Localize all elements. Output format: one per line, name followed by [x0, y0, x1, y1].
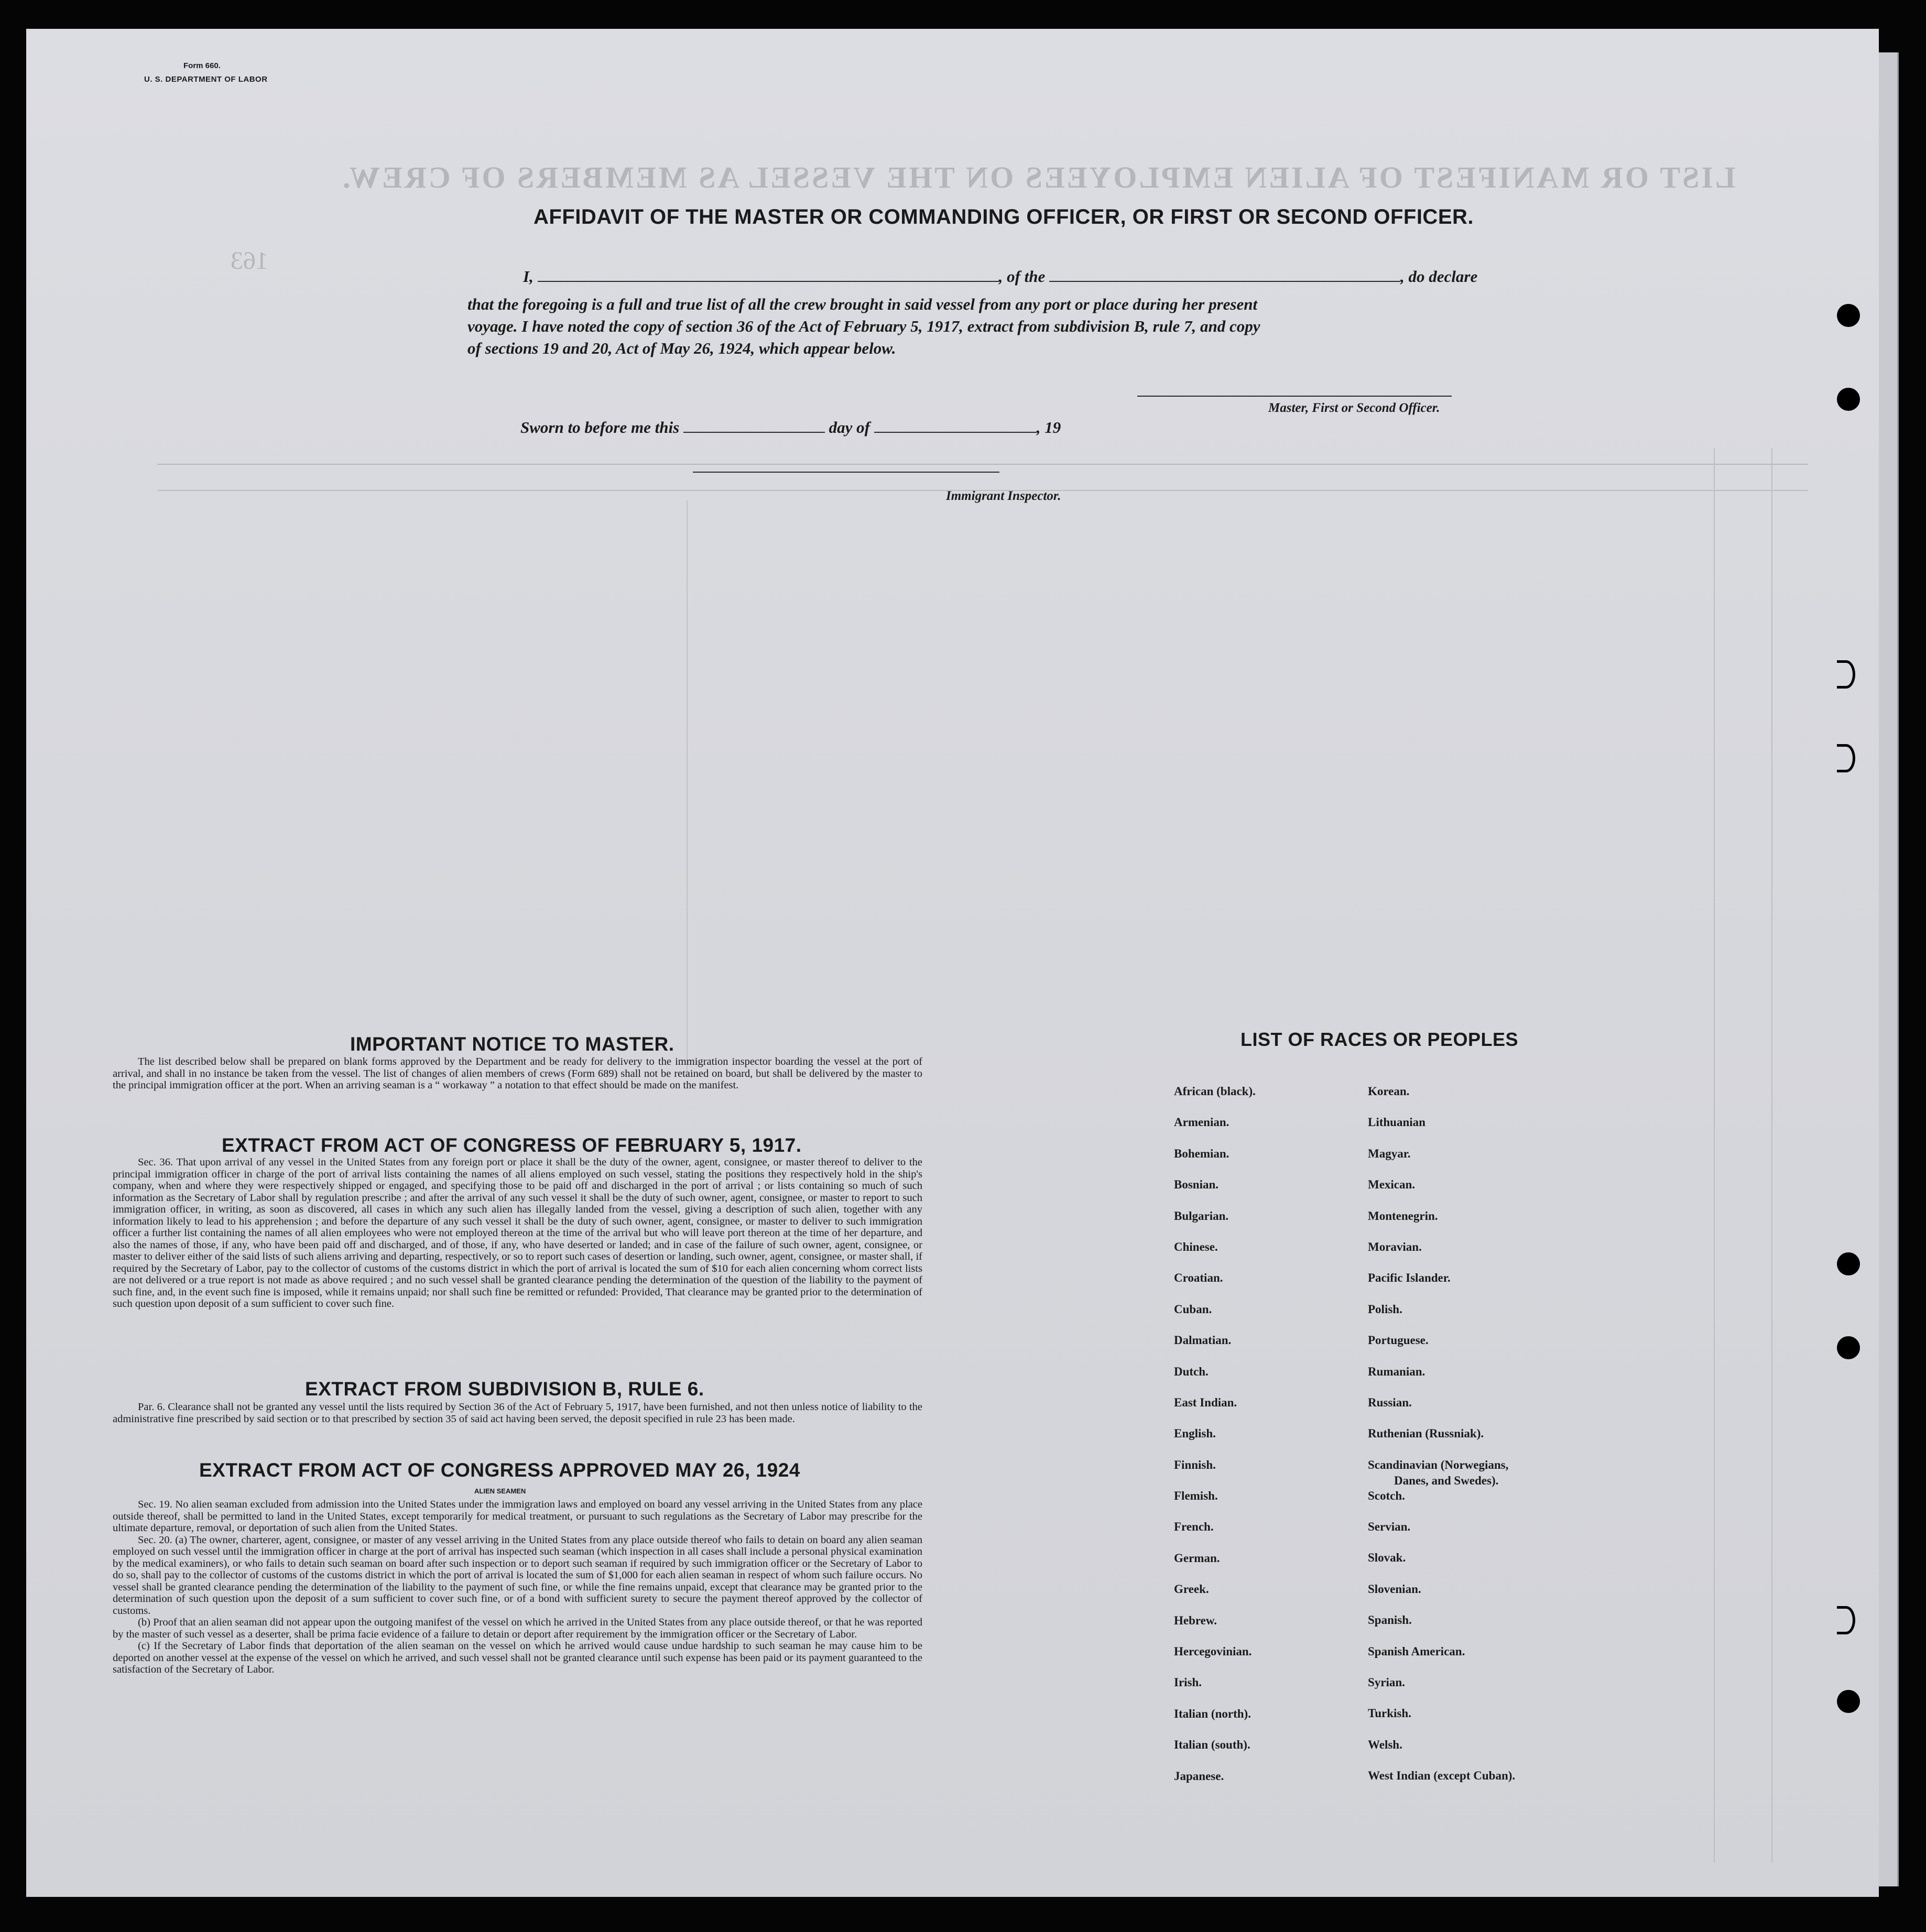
notice-paragraph: The list described below shall be prepared on blank forms approved by the Department and be ready for delivery to the immigration inspector boarding the vessel at the port of arrival, and shall in no instance be taken from the vessel. The list of changes of alien members of crews (Form 689) shall not be retained on board, but shall be delivered by the master to the principal immigration officer at the port. When an arriving seaman is a “ workaway ” a notation to that effect should be made on the manifest.: [113, 1056, 922, 1091]
extract-rule6-text: [113, 1401, 922, 1425]
notice-title: IMPORTANT NOTICE TO MASTER.: [350, 1033, 674, 1055]
race-item: Hebrew.: [1174, 1613, 1217, 1627]
punch-hole: [1837, 660, 1855, 689]
notice-text: [113, 1056, 922, 1091]
section-20b-paragraph: (b) Proof that an alien seaman did not appear upon the outgoing manifest of the vessel on which he arrived in the United States from any place outside thereof, or that he was reported by the master of such vessel as a deserter, shall be prima facie evidence of a failure to detain or deport after requirement by the immigration officer or the Secretary of Labor.: [113, 1617, 922, 1640]
race-item: Mexican.: [1368, 1178, 1416, 1192]
do-declare-label: , do declare: [1400, 267, 1478, 286]
race-item: Dalmatian.: [1174, 1334, 1232, 1347]
sworn-day-field[interactable]: [683, 419, 825, 433]
show-through-number: 163: [231, 247, 268, 275]
race-item: Bulgarian.: [1174, 1209, 1229, 1222]
show-through-title: LIST OR MANIFEST OF ALIEN EMPLOYEES ON THE VESSEL AS MEMBERS OF CREW.: [341, 160, 1736, 194]
race-item: Polish.: [1368, 1302, 1402, 1316]
race-item: Spanish.: [1368, 1613, 1412, 1627]
vessel-name-field[interactable]: [1049, 268, 1400, 282]
extract-1917-text: [113, 1156, 922, 1310]
inspector-signature-line[interactable]: [693, 472, 999, 473]
race-item: Japanese.: [1174, 1769, 1224, 1783]
ghost-rule: [1771, 448, 1772, 1863]
alien-seamen-subtitle: ALIEN SEAMEN: [474, 1487, 526, 1495]
declarant-label: I,: [523, 267, 534, 286]
master-signature-label: Master, First or Second Officer.: [1268, 401, 1440, 415]
race-item: West Indian (except Cuban).: [1368, 1769, 1516, 1783]
punch-hole: [1837, 304, 1860, 327]
race-item: Rumanian.: [1368, 1365, 1426, 1378]
punch-hole: [1837, 1252, 1860, 1275]
section-20c-paragraph: (c) If the Secretary of Labor finds that deportation of the alien seaman on the vessel on which he arrived would cause undue hardship to such seaman he may cause him to be deported on another vessel at the expense of the vessel on which he arrived, and such vessel shall not be granted clearance until such expense has been paid or its payment guaranteed to the satisfaction of the Secretary of Labor.: [113, 1640, 922, 1675]
races-left-column: [1174, 1085, 1256, 1800]
race-item: Danes, and Swedes).: [1394, 1473, 1499, 1487]
race-item: Finnish.: [1174, 1458, 1216, 1471]
punch-hole: [1837, 1690, 1860, 1713]
inspector-signature-label: Immigrant Inspector.: [946, 489, 1061, 503]
race-item: French.: [1174, 1520, 1214, 1534]
race-item: Slovenian.: [1368, 1582, 1421, 1596]
day-of-label: day of: [829, 418, 870, 436]
extract-rule6-title: EXTRACT FROM SUBDIVISION B, RULE 6.: [305, 1378, 704, 1400]
affidavit-text-line: voyage. I have noted the copy of section 36 of the Act of February 5, 1917, extract from subdivision B, rule 7, and copy: [467, 317, 1260, 335]
ghost-rule: [157, 464, 1808, 465]
race-item: Italian (north).: [1174, 1707, 1251, 1720]
races-right-column: [1368, 1085, 1515, 1800]
race-item: Flemish.: [1174, 1489, 1218, 1503]
extract-1924-text: [113, 1499, 922, 1676]
race-item: Turkish.: [1368, 1707, 1411, 1720]
punch-hole: [1837, 1606, 1855, 1634]
race-item: Welsh.: [1368, 1738, 1402, 1751]
declarant-name-field[interactable]: [538, 268, 999, 282]
sworn-month-field[interactable]: [874, 419, 1037, 433]
race-item: Magyar.: [1368, 1147, 1411, 1160]
race-item: Italian (south).: [1174, 1738, 1250, 1752]
punch-hole: [1837, 1336, 1860, 1359]
race-item: Russian.: [1368, 1395, 1412, 1409]
sworn-line: [520, 418, 1061, 437]
affidavit-text-line: of sections 19 and 20, Act of May 26, 1924, which appear below.: [467, 339, 896, 357]
section-20a-paragraph: Sec. 20. (a) The owner, charterer, agent, consignee, or master of any vessel arriving in the United States from any place outside thereof who fails to detain on board any alien seaman employed on such vessel until the immigration officer in charge at the port of arrival has inspected such seaman (which inspection in all cases shall include a personal physical examination by the medical examiners), or who fails to detain such seaman on board after such inspection or to deport such seaman if required by such immigration officer or the Secretary of Labor to do so, shall pay to the collector of customs of the customs district in which the port of arrival is located the sum of $1,000 for each alien seaman in respect of whom such failure occurs. No vessel shall be granted clearance pending the determination of the liability to the payment of such fine, or while the fine remains unpaid, except that clearance may be granted prior to the determination of such question upon the deposit of a sum sufficient to cover such fine, or of a bond with sufficient surety to secure the payment thereof approved by the collector of customs.: [113, 1534, 922, 1617]
race-item: English.: [1174, 1427, 1216, 1440]
race-item: Cuban.: [1174, 1302, 1212, 1316]
race-item: Korean.: [1368, 1085, 1410, 1098]
affidavit-declaration-line: [523, 267, 1477, 286]
race-item: Bosnian.: [1174, 1178, 1219, 1192]
ghost-rule: [1714, 448, 1715, 1863]
race-item: Slovak.: [1368, 1551, 1406, 1565]
race-item: Lithuanian: [1368, 1116, 1426, 1129]
affidavit-text-line: that the foregoing is a full and true list of all the crew brought in said vessel from any port or place during her present: [467, 295, 1258, 313]
master-signature-line[interactable]: [1137, 396, 1452, 397]
races-title: LIST OF RACES OR PEOPLES: [1241, 1029, 1519, 1050]
section-19-paragraph: Sec. 19. No alien seaman excluded from admission into the United States under the immigration laws and employed on board any vessel arriving in the United States from any place outside thereof, shall be permitted to land in the United States, except temporarily for medical treatment, or pursuant to such regulations as the Secretary of Labor may prescribe for the ultimate departure, removal, or deportation of such alien from the United States.: [113, 1499, 922, 1534]
race-item: Bohemian.: [1174, 1147, 1229, 1160]
race-item: Syrian.: [1368, 1676, 1405, 1689]
section-36-paragraph: Sec. 36. That upon arrival of any vessel in the United States from any foreign port or place it shall be the duty of the owner, agent, consignee, or master thereof to deliver to the principal immigration officer in charge of the port of arrival lists containing the names of all aliens employed on such vessel, stating the positions they respectively hold in the ship's company, when and where they were respectively shipped or engaged, and specifying those to be paid off and discharged in the port of arrival ; or lists containing so much of such information as the Secretary of Labor shall by regulation prescribe ; and after the arrival of any such vessel it shall be the duty of such owner, agent, consignee, or master to report to such immigration officer, in writing, as soon as discovered, all cases in which any such alien has illegally landed from the vessel, giving a description of such alien, together with any information likely to lead to his apprehension ; and before the departure of any such vessel it shall be the duty of such owner, agent, consignee, or master to deliver to such immigration officer a further list containing the names of all alien employees who were not employed thereon at the time of the arrival but who will leave port thereon at the time of her departure, and also the names of those, if any, who have been paid off and discharged, and of those, if any, who have deserted or landed; and in case of the failure of such owner, agent, consignee, or master to deliver either of the said lists of such aliens arriving and departing, respectively, or so to report such cases of desertion or landing, such owner, agent, consignee, or master shall, if required by the Secretary of Labor, pay to the collector of customs of the customs district in which the port of arrival is located the sum of $10 for each alien concerning whom correct lists are not delivered or a true report is not made as above required ; and no such vessel shall be granted clearance pending the determination of the question of the liability to the payment of such fine, and, in the event such fine is imposed, while it remains unpaid; nor shall such fine be remitted or refunded: Provided, That clearance may be granted prior to the determination of such question upon deposit of a sum sufficient to cover such fine.: [113, 1156, 922, 1309]
race-item: Pacific Islander.: [1368, 1271, 1451, 1285]
punch-hole: [1837, 388, 1860, 411]
race-item: Portuguese.: [1368, 1334, 1429, 1347]
form-number: Form 660.: [183, 61, 221, 70]
race-item: Ruthenian (Russniak).: [1368, 1427, 1484, 1440]
paragraph-6: Par. 6. Clearance shall not be granted any vessel until the lists required by Section 36 of the Act of February 5, 1917, have been furnished, and not then unless notice of liability to the administrative fine prescribed by said section or to that prescribed by section 35 of said act having been served, the deposit specified in rule 23 has been made.: [113, 1401, 922, 1425]
race-item: Irish.: [1174, 1676, 1202, 1689]
of-the-label: , of the: [998, 267, 1046, 286]
race-item: Spanish American.: [1368, 1644, 1465, 1658]
race-item: Armenian.: [1174, 1116, 1229, 1129]
affidavit-title: AFFIDAVIT OF THE MASTER OR COMMANDING OFFICER, OR FIRST OR SECOND OFFICER.: [534, 205, 1474, 228]
race-item: Croatian.: [1174, 1271, 1223, 1285]
race-item: East Indian.: [1174, 1395, 1237, 1409]
race-item: Hercegovinian.: [1174, 1645, 1252, 1658]
race-item: Greek.: [1174, 1582, 1209, 1596]
extract-1917-title: EXTRACT FROM ACT OF CONGRESS OF FEBRUARY 5, 1917.: [222, 1134, 802, 1156]
race-item: Scandinavian (Norwegians,: [1368, 1458, 1509, 1471]
document-page: [26, 29, 1879, 1897]
ghost-rule: [687, 500, 688, 1077]
department-name: U. S. DEPARTMENT OF LABOR: [144, 75, 268, 84]
race-item: Montenegrin.: [1368, 1209, 1438, 1222]
race-item: Moravian.: [1368, 1240, 1422, 1253]
race-item: Scotch.: [1368, 1489, 1405, 1502]
race-item: African (black).: [1174, 1085, 1256, 1098]
punch-hole: [1837, 744, 1855, 772]
year-label: , 19: [1036, 418, 1061, 436]
race-item: Chinese.: [1174, 1240, 1218, 1253]
race-item: German.: [1174, 1551, 1220, 1565]
race-item: Servian.: [1368, 1520, 1411, 1534]
sworn-label: Sworn to before me this: [520, 418, 680, 436]
extract-1924-title: EXTRACT FROM ACT OF CONGRESS APPROVED MAY 26, 1924: [199, 1459, 800, 1481]
race-item: Dutch.: [1174, 1365, 1209, 1378]
